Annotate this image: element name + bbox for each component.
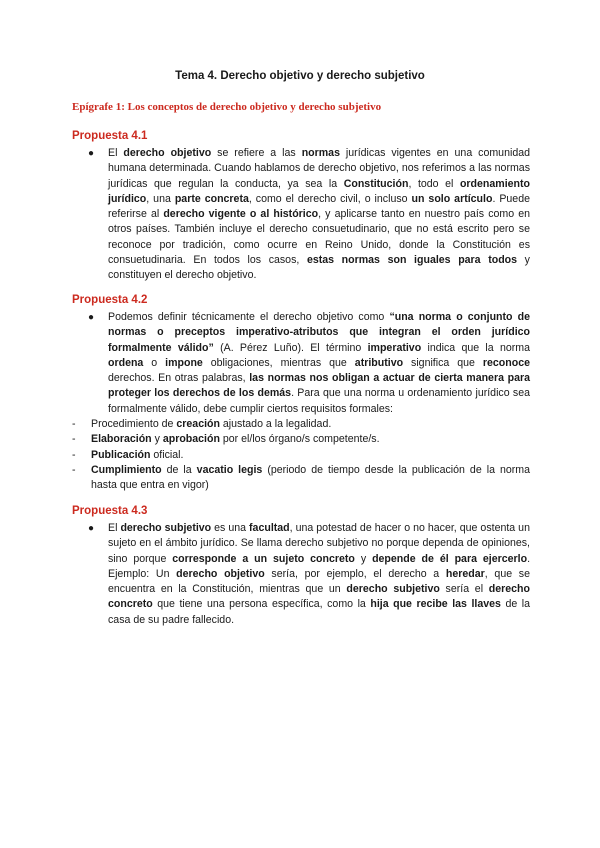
section-heading: Propuesta 4.2 (72, 294, 148, 306)
epigrafe-heading: Epígrafe 1: Los conceptos de derecho objetivo y derecho subjetivo (72, 101, 382, 113)
section-paragraph: ● El derecho subjetivo es una facultad, una potestad de hacer o no hacer, que ostenta un sujeto en el ámbito jurídico. Se llama derecho subjetivo no porque dependa de opiniones, sino porque corresponde a un sujeto concreto y depende de él para ejercerlo. Ejemplo: Un derecho objetivo sería, por ejemplo, el derecho a heredar, que se encuentra en la Constitución, mientras que un derecho subjetivo sería el derecho concreto que tiene una persona específica, como la hija que recibe las llaves de la casa de su padre fallecido. (88, 522, 531, 626)
dash-icon: - (72, 448, 76, 461)
requirements-list (72, 417, 530, 493)
bullet-icon: ● (88, 148, 95, 159)
bullet-icon: ● (88, 523, 95, 534)
list-item: - Elaboración y aprobación por el/los órgano/s competente/s. (72, 432, 530, 447)
section-heading: Propuesta 4.1 (72, 130, 148, 142)
list-item: - Publicación oficial. (72, 448, 530, 463)
section-propuesta-4-2 (72, 294, 530, 494)
bullet-icon: ● (88, 312, 95, 323)
dash-icon: - (72, 463, 76, 476)
section-heading: Propuesta 4.3 (72, 505, 148, 517)
dash-icon: - (72, 418, 76, 431)
dash-icon: - (72, 433, 76, 446)
section-propuesta-4-1 (72, 130, 530, 284)
section-propuesta-4-3 (72, 505, 530, 628)
document-title: Tema 4. Derecho objetivo y derecho subjetivo (175, 70, 425, 82)
section-paragraph: ● El derecho objetivo se refiere a las normas jurídicas vigentes en una comunidad humana determinada. Cuando hablamos de derecho objetivo, nos referimos a las normas jurídicas que regulan la conducta, ya sea la Constitución, todo el ordenamiento jurídico, una parte concreta, como el derecho civil, o incluso un solo artículo. Puede referirse al derecho vigente o al histórico, y aplicarse tanto en nuestro país como en otros países. También incluye el derecho consuetudinario, que no está escrito pero se reconoce por tradición, como ocurre en Reino Unido, donde la Constitución es consuetudinaria. En todos los casos, estas normas son iguales para todos y constituyen el derecho objetivo. (88, 147, 531, 282)
list-item: - Procedimiento de creación ajustado a la legalidad. (72, 417, 530, 432)
list-item: - Cumplimiento de la vacatio legis (periodo de tiempo desde la publicación de la norma hasta que entra en vigor) (72, 463, 530, 492)
section-paragraph: ● Podemos definir técnicamente el derecho objetivo como “una norma o conjunto de normas o preceptos imperativo-atributos que integran el orden jurídico formalmente válido” (A. Pérez Luño). El término imperativo indica que la norma ordena o impone obligaciones, mientras que atributivo significa que reconoce derechos. En otras palabras, las normas nos obligan a actuar de cierta manera para proteger los derechos de los demás. Para que una norma u ordenamiento jurídico sea formalmente válido, debe cumplir ciertos requisitos formales: (88, 311, 530, 415)
